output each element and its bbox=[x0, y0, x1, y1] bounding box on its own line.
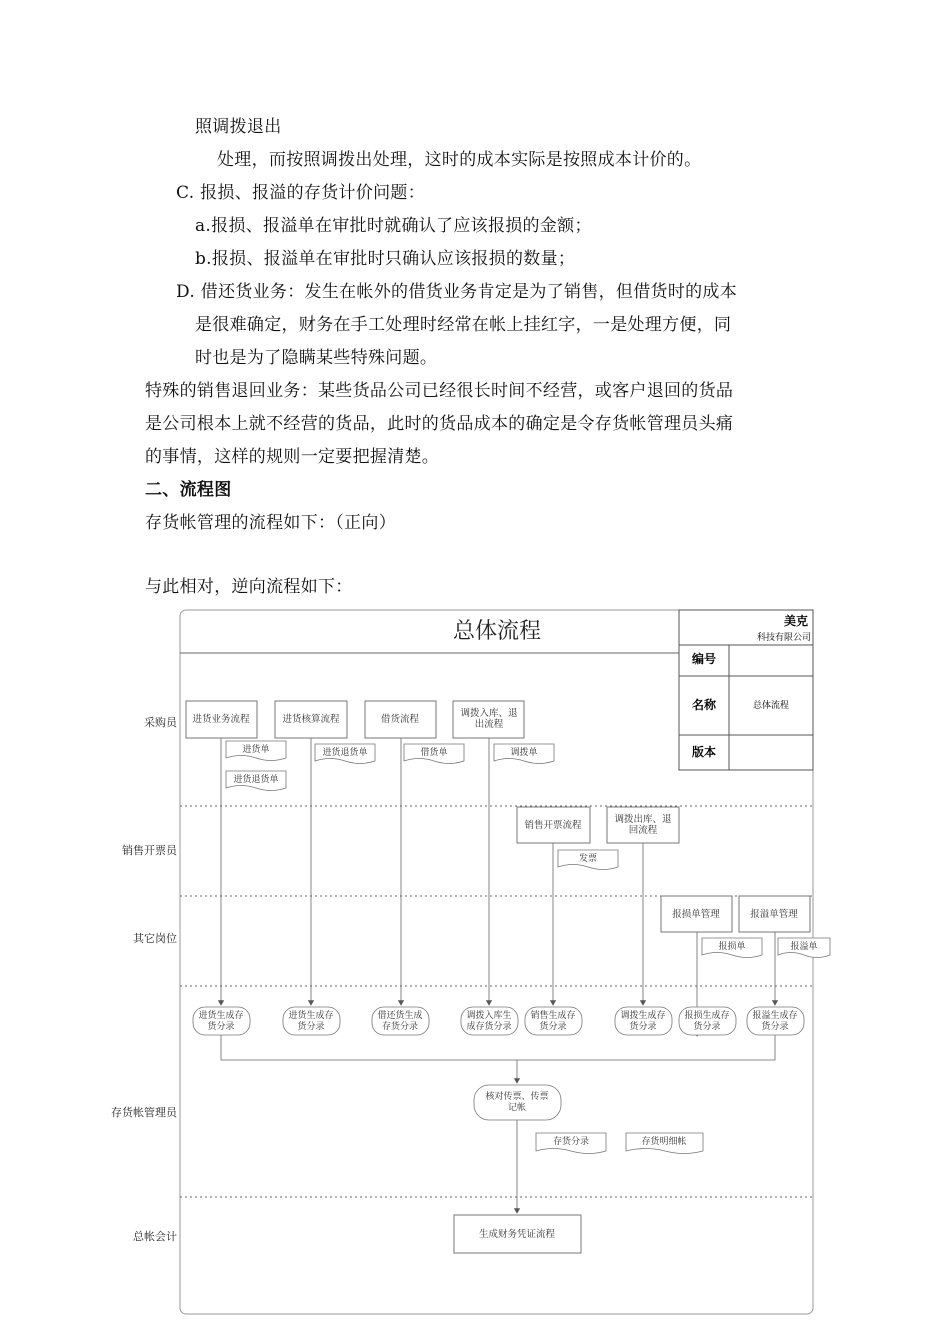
generate-step: 进货生成存货分录 bbox=[198, 1011, 244, 1032]
section-heading: 二、流程图 bbox=[145, 480, 232, 500]
process-box: 进货核算流程 bbox=[282, 714, 340, 725]
generate-step: 进货生成存货分录 bbox=[288, 1011, 334, 1032]
document-shape: 报损单 bbox=[718, 942, 746, 952]
process-box: 调拨入库、退出流程 bbox=[460, 708, 518, 730]
diagram-title: 总体流程 bbox=[452, 619, 542, 644]
info-label: 编号 bbox=[691, 652, 717, 666]
process-box: 报溢单管理 bbox=[750, 909, 798, 920]
document-shape: 借货单 bbox=[420, 748, 448, 758]
generate-step: 报溢生成存货分录 bbox=[752, 1011, 798, 1032]
generate-step: 借还货生成存货分录 bbox=[377, 1011, 423, 1032]
document-shape: 进货单 bbox=[242, 745, 270, 755]
process-box: 报损单管理 bbox=[672, 909, 720, 920]
text-line: a.报损、报溢单在审批时就确认了应该报损的金额； bbox=[195, 216, 592, 236]
process-box: 调拨出库、退回流程 bbox=[614, 814, 672, 836]
generate-step: 报损生成存货分录 bbox=[684, 1011, 730, 1032]
process-box: 生成财务凭证流程 bbox=[478, 1229, 556, 1240]
process-box: 销售开票流程 bbox=[524, 820, 582, 831]
text-line: 存货帐管理的流程如下：（正向） bbox=[145, 513, 396, 533]
document-shape: 发票 bbox=[578, 854, 598, 864]
text-line: C. 报损、报溢的存货计价问题： bbox=[176, 183, 426, 203]
text-line: 与此相对，逆向流程如下： bbox=[145, 577, 353, 597]
document-shape: 存货分录 bbox=[552, 1137, 590, 1147]
info-table bbox=[679, 610, 813, 770]
generate-step: 销售生成存货分录 bbox=[530, 1011, 576, 1032]
text-line: 特殊的销售退回业务：某些货品公司已经很长时间不经营，或客户退回的货品 bbox=[145, 381, 734, 401]
generate-step: 调拨入库生成存货分录 bbox=[466, 1011, 512, 1032]
generate-step: 调拨生成存货分录 bbox=[620, 1011, 666, 1032]
text-line: 照调拨退出 bbox=[195, 117, 282, 137]
process-box: 借货流程 bbox=[380, 714, 420, 725]
text-line: 时也是为了隐瞒某些特殊问题。 bbox=[195, 348, 438, 368]
document-shape: 进货退货单 bbox=[322, 748, 368, 758]
process-box: 进货业务流程 bbox=[192, 714, 250, 725]
lane-label: 总帐会计 bbox=[133, 1230, 177, 1243]
text-line: b.报损、报溢单在审批时只确认应该报损的数量； bbox=[195, 249, 576, 269]
text-line: 处理，而按照调拨出处理，这时的成本实际是按照成本计价的。 bbox=[217, 150, 702, 170]
verify-step: 核对传票、传票记帐 bbox=[485, 1092, 549, 1113]
company-sub: 科技有限公司 bbox=[756, 633, 811, 643]
lane-label: 其它岗位 bbox=[133, 932, 177, 945]
company-name: 美克 bbox=[783, 614, 808, 628]
info-label: 版本 bbox=[691, 745, 717, 759]
document-shape: 报溢单 bbox=[790, 942, 818, 952]
lane-label: 存货帐管理员 bbox=[111, 1106, 177, 1119]
lane-label: 销售开票员 bbox=[122, 844, 177, 857]
text-line: 是公司根本上就不经营的货品，此时的货品成本的确定是令存货帐管理员头痛 bbox=[145, 414, 734, 434]
document-shape: 存货明细帐 bbox=[641, 1137, 687, 1147]
lane-label: 采购员 bbox=[144, 716, 177, 729]
text-line: 是很难确定，财务在手工处理时经常在帐上挂红字，一是处理方便，同 bbox=[195, 315, 732, 335]
document-shape: 进货退货单 bbox=[233, 775, 279, 785]
document-shape: 调拨单 bbox=[510, 748, 538, 758]
info-label: 名称 bbox=[691, 698, 717, 712]
info-value: 总体流程 bbox=[752, 701, 790, 711]
text-line: 的事情，这样的规则一定要把握清楚。 bbox=[145, 447, 440, 467]
text-line: D. 借还货业务：发生在帐外的借货业务肯定是为了销售，但借货时的成本 bbox=[176, 282, 738, 302]
